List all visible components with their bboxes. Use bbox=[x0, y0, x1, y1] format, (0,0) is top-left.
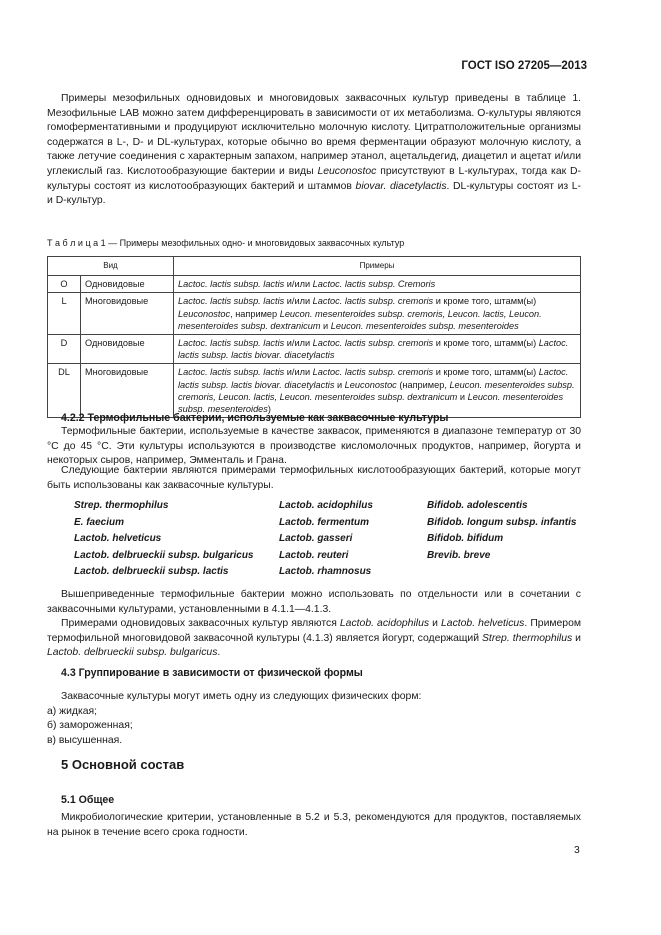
section-5-heading: 5 Основной состав bbox=[61, 757, 185, 772]
culture-code: DL bbox=[48, 364, 81, 418]
section-5-1-body bbox=[47, 811, 581, 840]
culture-examples: Lactoc. lactis subsp. lactis и/или Lactoc. lactis subsp. cremoris и кроме того, штамм(ы) Leuconostoc, например Leucon. mesenteroides subsp. cremoris, Leucon. lactis, Leucon. mesenteroides subsp. dextranicum и Leucon. mesenteroides subsp. mesenteroides bbox=[174, 293, 581, 335]
header-examples: Примеры bbox=[174, 257, 581, 276]
page-number: 3 bbox=[574, 845, 580, 856]
bacteria-name: Lactob. rhamnosus bbox=[279, 566, 372, 578]
combination-text: Вышеприведенные термофильные бактерии можно использовать по отдельности или в сочетании с заквасочными культурами, установленными в 4.1.1—4.1.3. bbox=[47, 589, 581, 615]
bacteria-name: Brevib. breve bbox=[427, 549, 491, 561]
criteria-text: Микробиологические критерии, установленные в 5.2 и 5.3, рекомендуются для продуктов, поставляемых на рынок в течение всего срока годности. bbox=[47, 812, 581, 838]
list-item: а) жидкая; bbox=[47, 705, 98, 717]
bacteria-name: Lactob. helveticus bbox=[74, 533, 162, 545]
section-4-2-2-p1 bbox=[47, 425, 581, 469]
section-4-3-heading: 4.3 Группирование в зависимости от физической формы bbox=[61, 667, 363, 679]
bacteria-name: Lactob. fermentum bbox=[279, 516, 370, 528]
bacteria-name: Lactob. gasseri bbox=[279, 533, 353, 545]
section-4-2-2-p2 bbox=[47, 464, 581, 493]
culture-examples: Lactoc. lactis subsp. lactis и/или Lactoc. lactis subsp. cremoris и кроме того, штамм(ы) Lactoc. lactis subsp. lactis biovar. diacetylactis и Leuconostoc (например, Leucon. mesenteroides subsp. cremoris, Leucon. lactis, Leucon. mesenteroides subsp. dextranicum и Leucon. mesenteroides subsp. mesenteroides) bbox=[174, 364, 581, 418]
intro-paragraph bbox=[47, 92, 581, 209]
header-kind: Вид bbox=[48, 257, 174, 276]
culture-examples: Lactoc. lactis subsp. lactis и/или Lactoc. lactis subsp. Cremoris bbox=[174, 276, 581, 293]
culture-kind: Многовидовые bbox=[81, 293, 174, 335]
bacteria-column-2 bbox=[279, 498, 373, 581]
bacteria-name: Strep. thermophilus bbox=[74, 500, 169, 511]
table-header-row bbox=[48, 257, 581, 276]
culture-kind: Многовидовые bbox=[81, 364, 174, 418]
bacteria-column-1 bbox=[74, 498, 253, 581]
bacteria-name: Lactob. acidophilus bbox=[279, 500, 373, 511]
section-4-2-2-p4 bbox=[47, 617, 581, 661]
table-row bbox=[48, 335, 581, 364]
list-item: б) замороженная; bbox=[47, 720, 133, 732]
section-4-2-2-heading: 4.2.2 Термофильные бактерии, используемые как заквасочные культуры bbox=[61, 412, 449, 424]
document-id-header: ГОСТ ISO 27205—2013 bbox=[461, 60, 587, 72]
examples-intro-text: Следующие бактерии являются примерами термофильных кислотообразующих бактерий, которые могут быть использованы как заквасочные культуры. bbox=[47, 465, 581, 491]
culture-examples: Lactoc. lactis subsp. lactis и/или Lactoc. lactis subsp. cremoris и кроме того, штамм(ы) Lactoc. lactis subsp. lactis biovar. diacetylactis bbox=[174, 335, 581, 364]
bacteria-name: Bifidob. bifidum bbox=[427, 533, 504, 545]
bacteria-name: Lactob. delbrueckii subsp. lactis bbox=[74, 566, 229, 578]
forms-intro-text: Заквасочные культуры могут иметь одну из следующих физических форм: bbox=[61, 691, 422, 702]
section-5-1-heading: 5.1 Общее bbox=[61, 794, 115, 806]
section-4-3-body bbox=[47, 690, 581, 748]
section-4-2-2-p3 bbox=[47, 588, 581, 617]
forms-list bbox=[47, 705, 581, 749]
table-row bbox=[48, 364, 581, 418]
table-caption: Т а б л и ц а 1 — Примеры мезофильных одно- и многовидовых заквасочных культур bbox=[47, 238, 405, 248]
table-row bbox=[48, 276, 581, 293]
bacteria-name: Bifidob. adolescentis bbox=[427, 500, 528, 511]
table-body bbox=[48, 276, 581, 418]
culture-kind: Одновидовые bbox=[81, 276, 174, 293]
culture-code: D bbox=[48, 335, 81, 364]
culture-code: O bbox=[48, 276, 81, 293]
list-item: в) высушенная. bbox=[47, 734, 123, 746]
bacteria-name: E. faecium bbox=[74, 516, 125, 528]
table-row bbox=[48, 293, 581, 335]
single-species-text: Примерами одновидовых заквасочных культур являются Lactob. acidophilus и Lactob. helveticus. Примером термофильной многовидовой заквасочной культуры (4.1.3) является йогурт, содержащий Strep. thermophilus и Lactob. delbrueckii subsp. bulgaricus. bbox=[47, 618, 582, 659]
culture-code: L bbox=[48, 293, 81, 335]
bacteria-name: Lactob. reuteri bbox=[279, 549, 349, 561]
culture-kind: Одновидовые bbox=[81, 335, 174, 364]
intro-text: Примеры мезофильных одновидовых и многовидовых заквасочных культур приведены в таблице 1. Мезофильные LAB можно затем дифференцировать в зависимости от их метаболизма. О-культуры являются гомоферментативными и продуцируют исключительно молочную кислоту. Цитратположительные организмы содержатся в L-, D- и DL-культурах, которые обычно во время ферментации образуют молочную кислоту, а также летучие соединения с характерным запахом, например этанол, ацетальдегид, диацетил и ацетат и/или углекислый газ. Кислотообразующие бактерии и виды Leuconostoc присутствуют в L-культурах, тогда как D-культуры состоят из кислотообразующих бактерий и штаммов biovar. diacetylactis. DL-культуры состоят из L- и D-культур. bbox=[47, 93, 581, 207]
bacteria-name: Bifidob. longum subsp. infantis bbox=[427, 516, 577, 528]
thermophilic-text: Термофильные бактерии, используемые в качестве заквасок, применяются в диапазоне температур от 30 °С до 45 °С. Эти культуры используются в производстве кисломолочных продуктов, например, йогурта и некоторых сыров, например, Эмменталь и Грана. bbox=[47, 426, 581, 467]
table-1 bbox=[47, 256, 581, 418]
bacteria-column-3 bbox=[427, 498, 576, 564]
bacteria-name: Lactob. delbrueckii subsp. bulgaricus bbox=[74, 549, 254, 561]
